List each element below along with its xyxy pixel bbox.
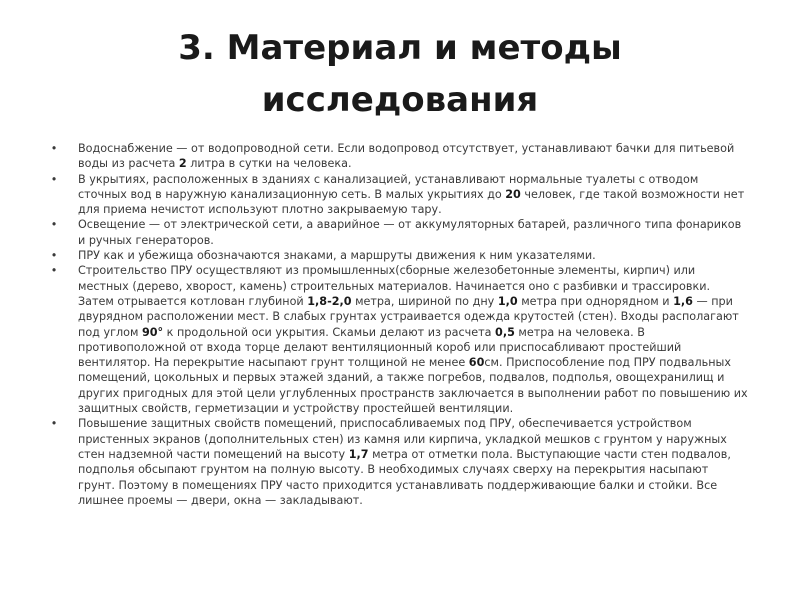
- bullet-list: [50, 141, 748, 508]
- bullet-text: Строительство ПРУ осуществляют из промышленных(сборные железобетонные элементы, кирпич) или местных (дерево, хворост, камень) строительных материалов. Начинается оно с разбивки и трассировки. Затем отрывается котлован глубиной 1,8-2,0 метра, шириной по дну 1,0 метра при однорядном и 1,6 — при двурядном расположении мест. В слабых грунтах устраивается одежда крутостей (стен). Входы располагают под углом 90° к продольной оси укрытия. Скамьи делают из расчета 0,5 метра на человека. В противоположной от входа торце делают вентиляционный короб или приспосабливают простейший вентилятор. На перекрытие насыпают грунт толщиной не менее 60см. Приспособление под ПРУ подвальных помещений, цокольных и первых этажей зданий, а также погребов, подвалов, подполья, овощехранилищ и других пригодных для этой цели углубленных пространств заключается в выполнении работ по повышению их защитных свойств, герметизации и устройству простейшей вентиляции.: [78, 264, 748, 416]
- bold-number: 1,8-2,0: [307, 294, 352, 308]
- bullet-dot-icon: •: [50, 172, 58, 186]
- bold-number: 20: [505, 187, 521, 201]
- bold-number: 1,0: [497, 294, 518, 308]
- bullet-text: Освещение — от электрической сети, а аварийное — от аккумуляторных батарей, различного типа фонариков и ручных генераторов.: [78, 218, 742, 247]
- bold-number: 90°: [141, 325, 164, 339]
- bullet-item: [50, 172, 748, 218]
- bullet-dot-icon: •: [50, 417, 58, 431]
- bullet-item: [50, 416, 748, 508]
- bold-number: 1,7: [348, 447, 369, 461]
- bullet-item: [50, 141, 748, 172]
- bullet-dot-icon: •: [50, 218, 58, 232]
- bullet-text: ПРУ как и убежища обозначаются знаками, а маршруты движения к ним указателями.: [78, 249, 596, 263]
- slide-title: 3. Материал и методы исследования: [178, 28, 622, 120]
- bullet-text: В укрытиях, расположенных в зданиях с канализацией, устанавливают нормальные туалеты с отводом сточных вод в наружную канализационную сеть. В малых укрытиях до 20 человек, где такой возможности нет для приема нечистот используют плотно закрываемую тару.: [78, 172, 745, 217]
- bold-number: 2: [178, 157, 187, 171]
- bullet-text: Водоснабжение — от водопроводной сети. Если водопровод отсутствует, устанавливают бачки для питьевой воды из расчета 2 литра в сутки на человека.: [78, 142, 735, 171]
- bullet-dot-icon: •: [50, 142, 58, 155]
- bullet-dot-icon: •: [50, 264, 58, 278]
- bullet-item: [50, 217, 748, 248]
- bold-number: 0,5: [495, 325, 515, 339]
- bold-number: 1,6: [673, 294, 693, 308]
- bullet-item: [50, 263, 748, 416]
- bold-number: 60: [468, 356, 485, 370]
- bullet-text: Повышение защитных свойств помещений, приспосабливаемых под ПРУ, обеспечивается устройством пристенных экранов (дополнительных стен) из камня или кирпича, укладкой мешков с грунтом у наружных стен надземной части помещений на высоту 1,7 метра от отметки пола. Выступающие части стен подвалов, подполья обсыпают грунтом на полную высоту. В необходимых случаях сверху на перекрытия насыпают грунт. Поэтому в помещениях ПРУ часто приходится устанавливать поддерживающие балки и стойки. Все лишнее проемы — двери, окна — закладывают.: [78, 417, 731, 507]
- bullet-dot-icon: •: [50, 249, 58, 263]
- bullet-item: [50, 248, 748, 263]
